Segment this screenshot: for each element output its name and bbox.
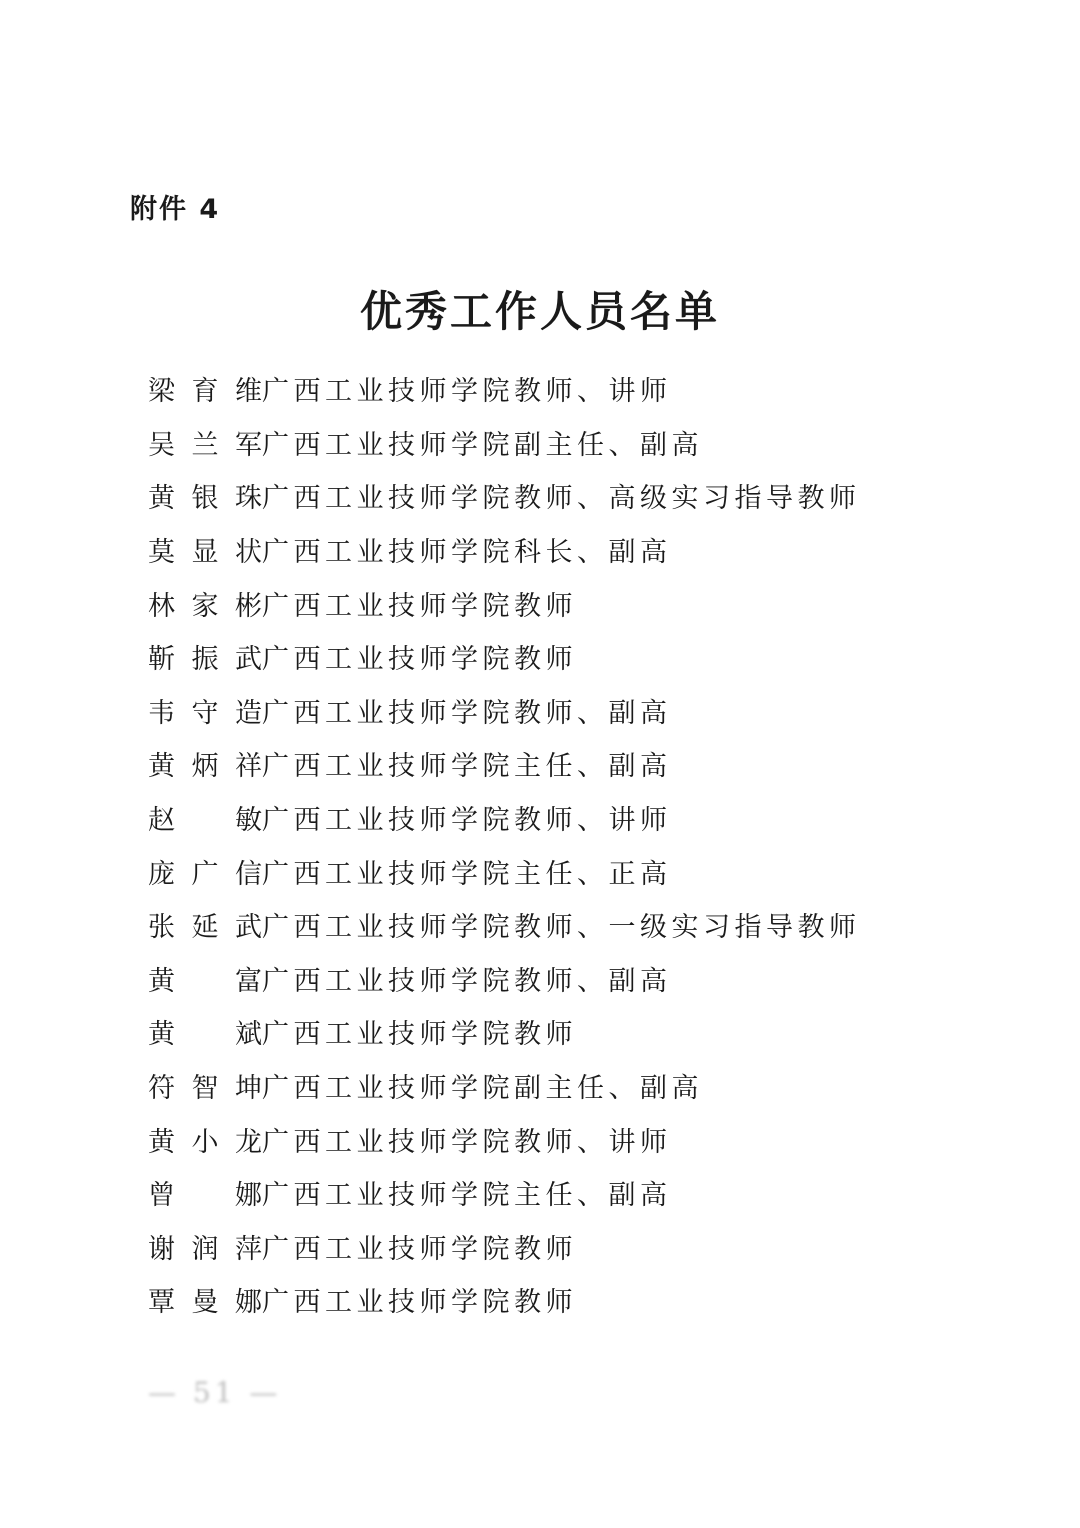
list-item [148, 1112, 1028, 1166]
person-name: 吴 兰 军 [148, 429, 262, 461]
person-name: 赵 敏 [148, 805, 262, 837]
list-item [148, 952, 1028, 1006]
person-description: 广西工业技师学院教师 [262, 1019, 577, 1051]
list-item [148, 898, 1028, 952]
person-description: 广西工业技师学院教师 [262, 1233, 577, 1265]
person-description: 广西工业技师学院教师 [262, 644, 577, 676]
person-name: 梁 育 维 [148, 376, 262, 408]
person-description: 广西工业技师学院科长、副高 [262, 537, 672, 569]
person-name: 黄 炳 祥 [148, 751, 262, 783]
person-name: 曾 娜 [148, 1180, 262, 1212]
list-item [148, 1220, 1028, 1274]
person-name: 庞 广 信 [148, 858, 262, 890]
list-item [148, 1166, 1028, 1220]
list-item [148, 791, 1028, 845]
personnel-list [148, 362, 1028, 1327]
person-name: 黄 富 [148, 965, 262, 997]
list-item [148, 523, 1028, 577]
page-number: — 51 — [148, 1376, 282, 1409]
person-name: 黄 银 珠 [148, 483, 262, 515]
person-name: 韦 守 造 [148, 697, 262, 729]
list-item [148, 1059, 1028, 1113]
person-description: 广西工业技师学院教师、一级实习指导教师 [262, 912, 861, 944]
person-name: 覃 曼 娜 [148, 1287, 262, 1319]
list-item [148, 416, 1028, 470]
person-name: 谢 润 萍 [148, 1233, 262, 1265]
person-name: 靳 振 武 [148, 644, 262, 676]
person-name: 黄 斌 [148, 1019, 262, 1051]
person-description: 广西工业技师学院教师、讲师 [262, 805, 672, 837]
list-item [148, 469, 1028, 523]
person-description: 广西工业技师学院教师 [262, 1287, 577, 1319]
person-name: 林 家 彬 [148, 590, 262, 622]
person-description: 广西工业技师学院教师、高级实习指导教师 [262, 483, 861, 515]
list-item [148, 844, 1028, 898]
list-item [148, 684, 1028, 738]
person-description: 广西工业技师学院副主任、副高 [262, 429, 703, 461]
person-description: 广西工业技师学院主任、副高 [262, 1180, 672, 1212]
person-description: 广西工业技师学院教师 [262, 590, 577, 622]
person-name: 张 延 武 [148, 912, 262, 944]
person-description: 广西工业技师学院教师、副高 [262, 697, 672, 729]
page-title: 优秀工作人员名单 [359, 287, 720, 336]
list-item [148, 1005, 1028, 1059]
person-name: 黄 小 龙 [148, 1126, 262, 1158]
person-name: 符 智 坤 [148, 1073, 262, 1105]
person-name: 莫 显 状 [148, 537, 262, 569]
person-description: 广西工业技师学院教师、讲师 [262, 1126, 672, 1158]
person-description: 广西工业技师学院教师、讲师 [262, 376, 672, 408]
list-item [148, 1273, 1028, 1327]
list-item [148, 576, 1028, 630]
list-item [148, 362, 1028, 416]
attachment-label: 附件 4 [130, 194, 221, 225]
list-item [148, 630, 1028, 684]
person-description: 广西工业技师学院主任、正高 [262, 858, 672, 890]
list-item [148, 737, 1028, 791]
person-description: 广西工业技师学院副主任、副高 [262, 1073, 703, 1105]
person-description: 广西工业技师学院教师、副高 [262, 965, 672, 997]
person-description: 广西工业技师学院主任、副高 [262, 751, 672, 783]
